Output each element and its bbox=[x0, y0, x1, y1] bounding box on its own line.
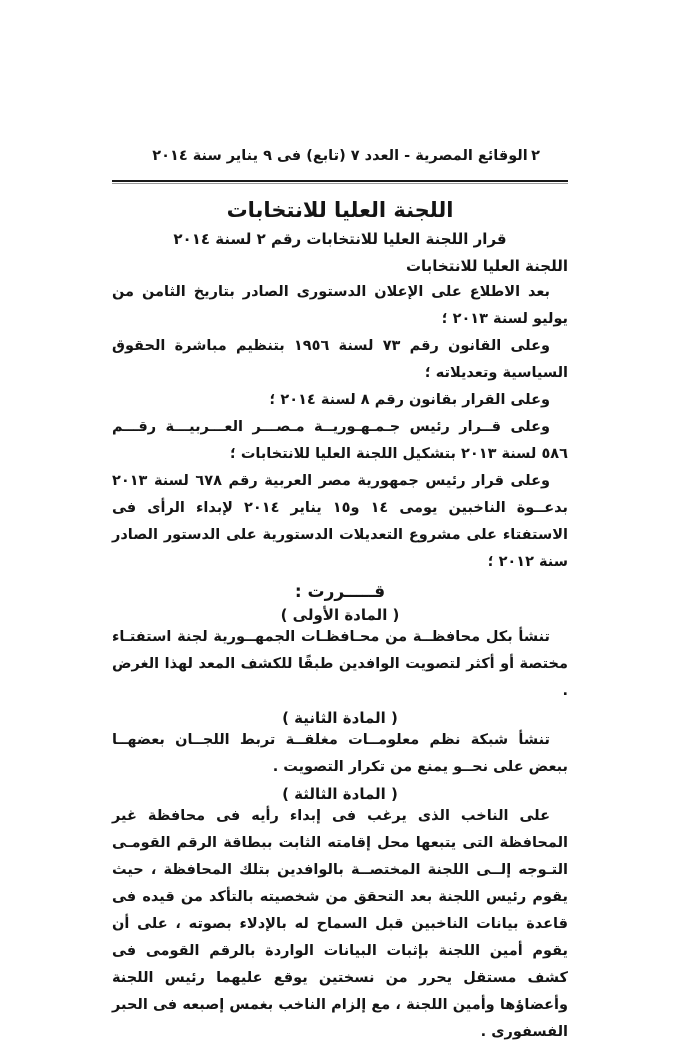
gazette-issue-line: الوقائع المصرية - العدد ٧ (تابع) فى ٩ يناير سنة ٢٠١٤ bbox=[152, 148, 528, 164]
header-divider-rule bbox=[112, 180, 568, 184]
preamble-paragraph: وعلى قــرار رئيس جـمـهـوريــة مـصـــر العـــربيـــة رقـــم ٥٨٦ لسنة ٢٠١٣ بتشكيل اللجنة العليا للانتخابات ؛ bbox=[112, 419, 568, 462]
article-3-body: على الناخب الذى يرغب فى إبداء رأيه فى محافظة غير المحافظة التى يتبعها محل إقامته الثابت ببطاقة الرقم القومـى التـوجه إلــى اللجنة المختصــة بالوافدين بتلك المحافظة ، حيث يقوم رئيس اللجنة بعد التحقق من شخصيته بالتأكد من قيده فى قاعدة بيانات الناخبين قبل السماح له بالإدلاء بصوته ، على أن يقوم أمين اللجنة بإثبات البيانات الواردة بالرقم القومى فى كشف مستقل يحرر من نسختين يوقع عليهما رئيس اللجنة وأعضاؤها وأمين اللجنة ، مع إلزام الناخب بغمس إصبعه فى الحبر الفسفورى . bbox=[112, 808, 568, 1040]
preamble-paragraph: وعلى قرار رئيس جمهورية مصر العربية رقم ٦٧٨ لسنة ٢٠١٣ بدعــوة الناخبين يومى ١٤ و١٥ يناير ٢٠١٤ لإبداء الرأى فى الاستفتاء على مشروع التعديلات الدستورية على الدستور الصادر سنة ٢٠١٢ ؛ bbox=[112, 473, 568, 570]
article-2-heading: ( المادة الثانية ) bbox=[282, 709, 398, 727]
preamble-paragraph: بعد الاطلاع على الإعلان الدستورى الصادر بتاريخ الثامن من يوليو لسنة ٢٠١٣ ؛ bbox=[112, 284, 568, 327]
article-1-heading: ( المادة الأولى ) bbox=[280, 606, 400, 624]
decision-heading: قـــــررت : bbox=[294, 582, 386, 602]
article-3-heading: ( المادة الثالثة ) bbox=[282, 785, 398, 803]
page-header bbox=[112, 148, 568, 172]
article-2-body: تنشأ شبكة نظم معلومــات مغلقــة تربط اللجــان بعضهــا ببعض على نحــو يمنع من تكرار التصويت . bbox=[112, 732, 568, 775]
page-number: ٢ bbox=[531, 148, 540, 164]
preamble-paragraph: وعلى القرار بقانون رقم ٨ لسنة ٢٠١٤ ؛ bbox=[269, 392, 550, 408]
document-title: اللجنة العليا للانتخابات bbox=[226, 198, 454, 222]
issuing-body-heading: اللجنة العليا للانتخابات bbox=[405, 257, 568, 275]
preamble-paragraph: وعلى القانون رقم ٧٣ لسنة ١٩٥٦ بتنظيم مباشرة الحقوق السياسية وتعديلاته ؛ bbox=[112, 338, 568, 381]
decision-subtitle: قرار اللجنة العليا للانتخابات رقم ٢ لسنة ٢٠١٤ bbox=[173, 230, 507, 248]
article-1-body: تنشأ بكل محافظــة من محـافظـات الجمهــورية لجنة استفتـاء مختصة أو أكثر لتصويت الوافدين طبقًا للكشف المعد لهذا الغرض . bbox=[112, 629, 568, 699]
